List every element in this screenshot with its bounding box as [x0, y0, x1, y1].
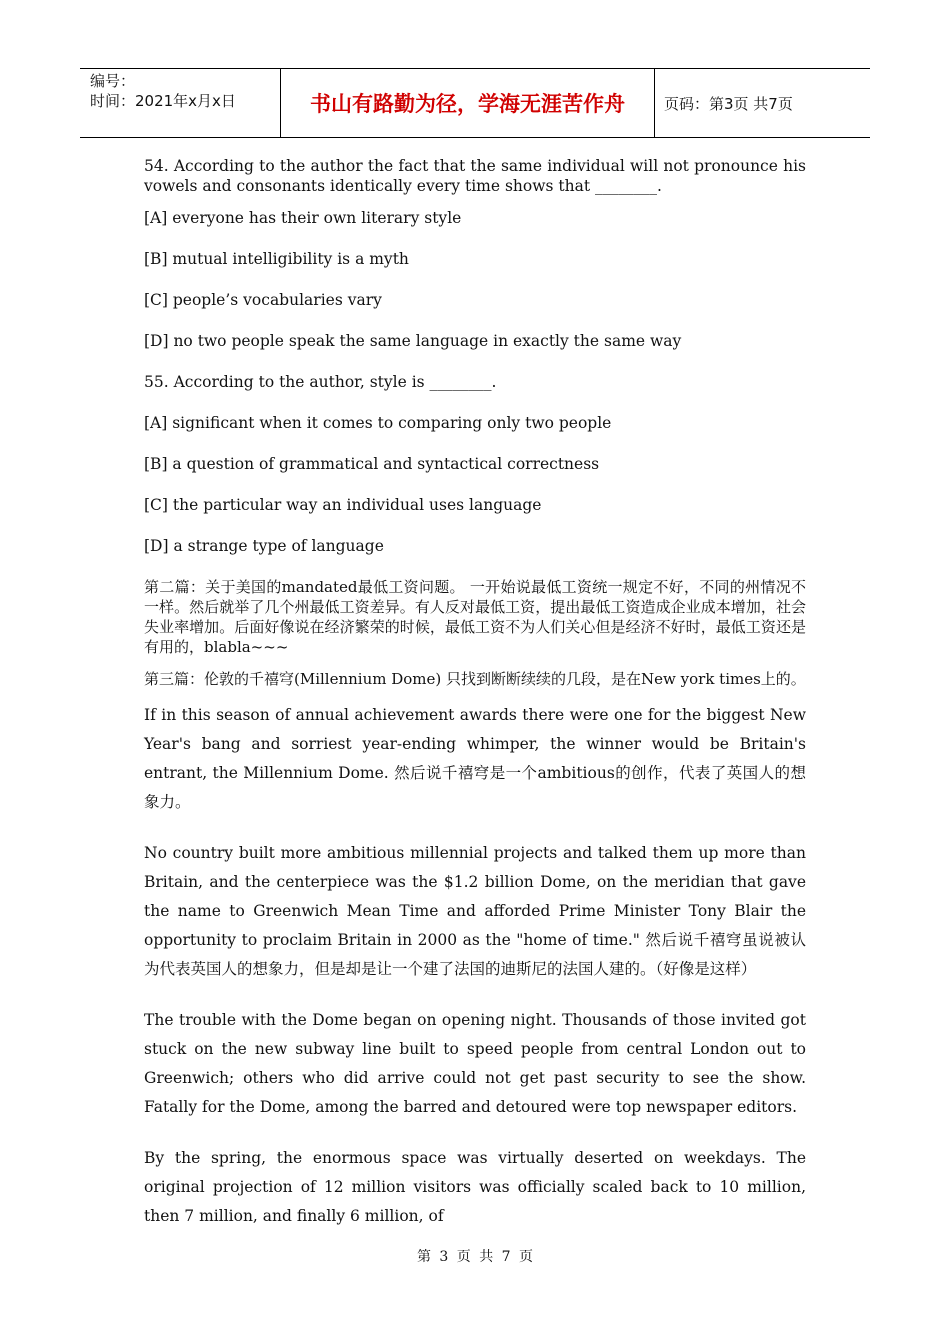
q54-option-a: [A] everyone has their own literary style [144, 209, 462, 227]
document-body [144, 156, 806, 1253]
number-label: 编号： [90, 72, 136, 90]
q55-option-b: [B] a question of grammatical and syntactical correctness [144, 455, 600, 473]
header-meta [80, 69, 281, 137]
passage-paragraph-4: By the spring, the enormous space was virtually deserted on weekdays. The original projection of 12 million visitors was officially scaled back to 10 million, then 7 million, and finally 6 million, of [144, 1149, 806, 1225]
passage-paragraph-2: No country built more ambitious millennial projects and talked them up more than Britain, and the centerpiece was the $1.2 billion Dome, on the meridian that gave the name to Greenwich Mean Time and afforded Prime Minister Tony Blair the opportunity to proclaim Britain in 2000 as the "home of time." 然后说千禧穹虽说被认为代表英国人的想象力，但是却是让一个建了法国的迪斯尼的法国人建的。（好像是这样） [144, 844, 806, 978]
q55-option-d: [D] a strange type of language [144, 537, 384, 555]
page-header [80, 68, 870, 138]
q55-option-a: [A] significant when it comes to comparing only two people [144, 414, 612, 432]
note-third-passage: 第三篇：伦敦的千禧穹(Millennium Dome) 只找到断断续续的几段，是在New york times上的。 [144, 670, 806, 688]
passage-paragraph-3: The trouble with the Dome began on opening night. Thousands of those invited got stuck on the new subway line built to speed people from central London out to Greenwich; others who did arrive could not get past security to see the show. Fatally for the Dome, among the barred and detoured were top newspaper editors. [144, 1011, 806, 1116]
note-second-passage: 第二篇：关于美国的mandated最低工资问题。 一开始说最低工资统一规定不好，不同的州情况不一样。然后就举了几个州最低工资差异。有人反对最低工资，提出最低工资造成企业成本增加，社会失业率增加。后面好像说在经济繁荣的时候，最低工资不为人们关心但是经济不好时，最低工资还是有用的，blabla~~~ [144, 578, 806, 656]
question-55: 55. According to the author, style is ________. [144, 373, 497, 391]
q55-option-c: [C] the particular way an individual uses language [144, 496, 542, 514]
page-footer: 第 3 页 共 7 页 [416, 1249, 534, 1265]
q54-option-c: [C] people’s vocabularies vary [144, 291, 382, 309]
header-page-info: 页码：第3页 共7页 [664, 94, 793, 113]
q54-option-b: [B] mutual intelligibility is a myth [144, 250, 409, 268]
q54-option-d: [D] no two people speak the same language in exactly the same way [144, 332, 682, 350]
header-motto: 书山有路勤为径，学海无涯苦作舟 [281, 69, 655, 137]
time-label: 时间：2021年x月x日 [90, 92, 236, 110]
question-54: 54. According to the author the fact that the same individual will not pronounce his vowels and consonants identically every time shows that ________. [144, 157, 806, 195]
passage-paragraph-1: If in this season of annual achievement awards there were one for the biggest New Year's bang and sorriest year-ending whimper, the winner would be Britain's entrant, the Millennium Dome. 然后说千禧穹是一个ambitious的创作，代表了英国人的想象力。 [144, 706, 806, 811]
